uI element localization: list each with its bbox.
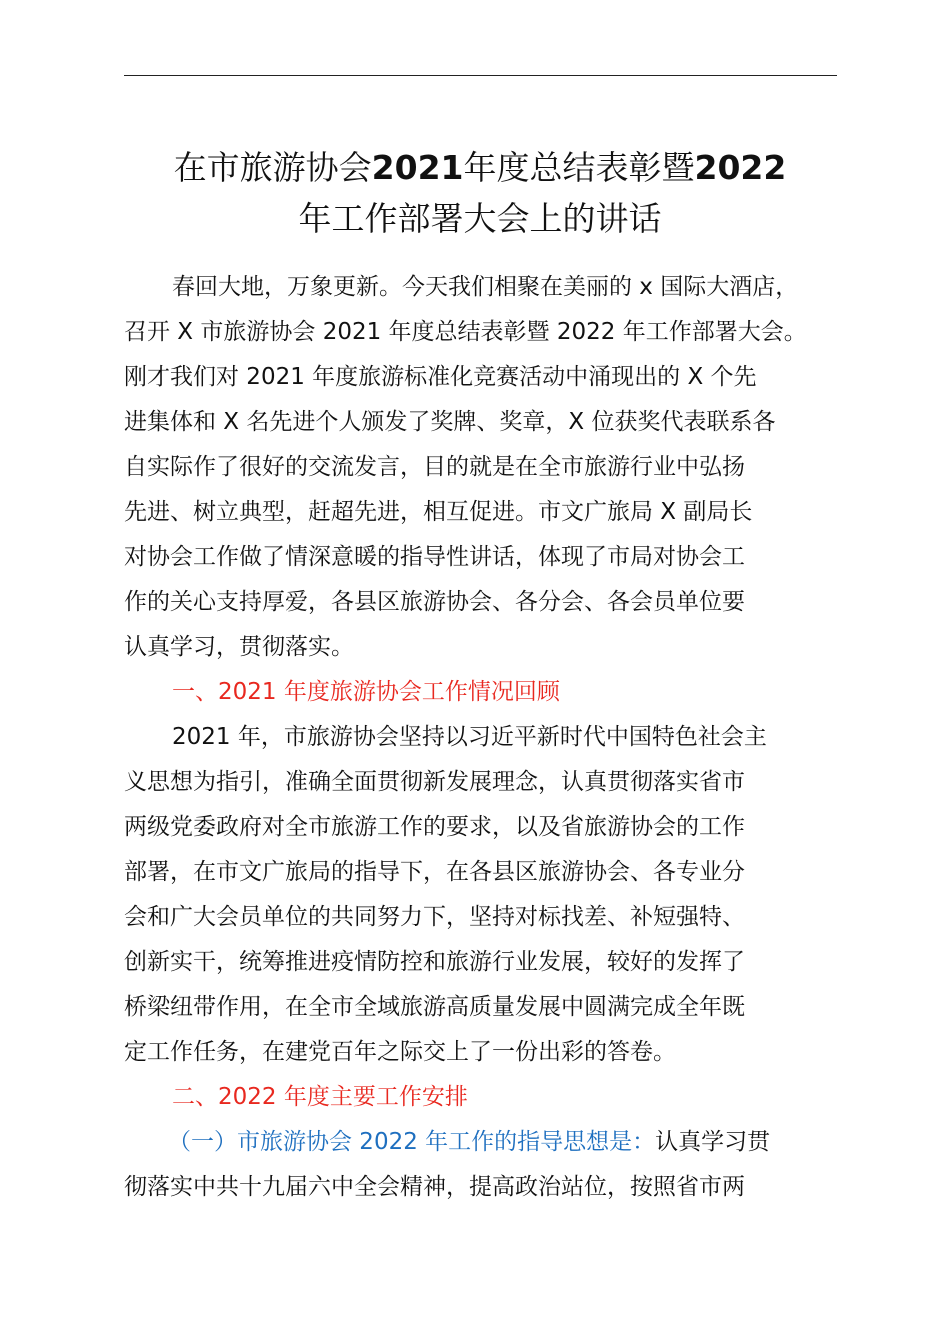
section-heading-1: 一、2021 年度旅游协会工作情况回顾 xyxy=(172,679,560,705)
paragraph-line: 召开 X 市旅游协会 2021 年度总结表彰暨 2022 年工作部署大会。 xyxy=(124,319,807,345)
header-rule xyxy=(124,75,837,76)
paragraph-line: 先进、树立典型，赶超先进，相互促进。市文广旅局 X 副局长 xyxy=(124,499,753,525)
paragraph-line: 认真学习，贯彻落实。 xyxy=(124,634,354,660)
paragraph-line: 两级党委政府对全市旅游工作的要求，以及省旅游协会的工作 xyxy=(124,814,745,840)
document-title-line-2: 年工作部署大会上的讲话 xyxy=(298,199,662,238)
paragraph-line: 对协会工作做了情深意暖的指导性讲话，体现了市局对协会工 xyxy=(124,544,745,570)
paragraph-line: 部署，在市文广旅局的指导下，在各县区旅游协会、各专业分 xyxy=(124,859,745,885)
paragraph-line: 刚才我们对 2021 年度旅游标准化竞赛活动中涌现出的 X 个先 xyxy=(124,364,757,390)
paragraph-line: 春回大地，万象更新。今天我们相聚在美丽的 x 国际大酒店， xyxy=(172,274,799,300)
section-heading-2: 二、2022 年度主要工作安排 xyxy=(172,1084,468,1110)
paragraph-line: 作的关心支持厚爱，各县区旅游协会、各分会、各会员单位要 xyxy=(124,589,745,615)
paragraph-line: 自实际作了很好的交流发言，目的就是在全市旅游行业中弘扬 xyxy=(124,454,745,480)
paragraph-line: 2021 年，市旅游协会坚持以习近平新时代中国特色社会主 xyxy=(172,724,767,750)
paragraph-line: 进集体和 X 名先进个人颁发了奖牌、奖章，X 位获奖代表联系各 xyxy=(124,409,776,435)
paragraph-line: 定工作任务，在建党百年之际交上了一份出彩的答卷。 xyxy=(124,1039,676,1065)
paragraph-line: 义思想为指引，准确全面贯彻新发展理念，认真贯彻落实省市 xyxy=(124,769,745,795)
paragraph-line: 创新实干，统筹推进疫情防控和旅游行业发展，较好的发挥了 xyxy=(124,949,745,975)
subsection-heading-1: （一）市旅游协会 2022 年工作的指导思想是： xyxy=(168,1129,656,1155)
paragraph-line: 彻落实中共十九届六中全会精神，提高政治站位，按照省市两 xyxy=(124,1174,745,1200)
paragraph-line: 桥梁纽带作用，在全市全域旅游高质量发展中圆满完成全年既 xyxy=(124,994,745,1020)
paragraph-line: 会和广大会员单位的共同努力下，坚持对标找差、补短强特、 xyxy=(124,904,745,930)
subsection-line: （一）市旅游协会 2022 年工作的指导思想是：认真学习贯 xyxy=(168,1129,771,1155)
document-title-line-1: 在市旅游协会2021年度总结表彰暨2022 xyxy=(173,148,787,187)
